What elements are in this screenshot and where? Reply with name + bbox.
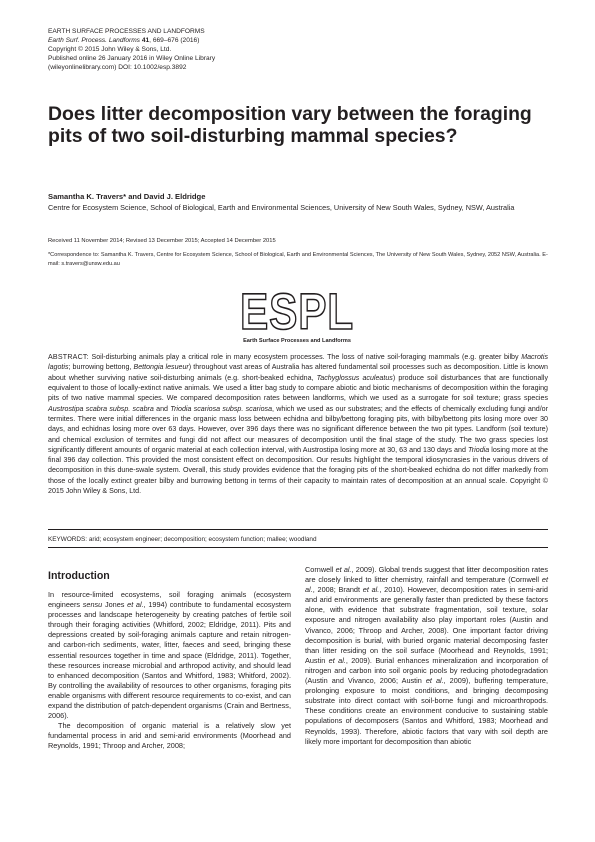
journal-name: EARTH SURFACE PROCESSES AND LANDFORMS [48,28,205,35]
text-run: losing more at the final 396 day collection. This provided the most consistent effect on decomposition. Our results highlight the temporal idiosyncrasies in the various drivers of decomposition in this dune-swale system. Overall, this study provides evidence that the foraging pits of the short-beaked echidna do not differ markedly from those of the locally extinct greater bilby and burrowing bettong in terms of their capacity to maintain rates of decomposition at an annual scale. Copyright © 2015 John Wiley & Sons, Ltd. [48,445,548,496]
italic-run: et al. [335,565,352,574]
journal-citation [48,36,448,45]
correspondence-note: *Correspondence to: Samantha K. Travers, Centre for Ecosystem Science, School of Biological, Earth and Environmental Sciences, The University of New South Wales, Sydney, 2052 NSW, Australia. E-mail: s.travers@unsw.edu.au [48,252,548,267]
journal-citation-abbrev: Earth Surf. Process. Landforms [48,37,140,45]
text-run: The decomposition of organic material is a relatively slow yet fundamental process in arid and semi-arid environments (Moorhead and Reynolds, 1991; Throop and Archer, 2008; [48,721,291,751]
text-run: ; burrowing bettong, [68,363,134,372]
text-run: , 1994) contribute to fundamental ecosystem processes and landscape heterogeneity by creating patches of fertile soil through their foraging activities (Whitford, 2002; Eldridge, 2011). Pits and depressions created by soil-foraging animals capture and retain nitrogen- and carbon-rich sediments, water, litter, faeces and seed, bringing these essential resources together in time and space (Eldridge, 2011). Together, these resources increase microbial and arthropod activity, and should lead to enhanced decomposition (Santos and Whitford, 1983; Whitford, 2002). By controlling the availability of resources to other organisms, foraging pits enable organisms with different resource requirements to co-exist, and can expand the distribution of patch-dependent organisms (Crain and Bertness, 2006). [48,600,292,721]
intro-heading: Introduction [48,570,110,582]
received-dates: Received 11 November 2014; Revised 13 December 2015; Accepted 14 December 2015 [48,238,276,244]
text-run: Soil-disturbing animals play a critical role in many ecosystem processes. The loss of native soil-foraging mammals (e.g. greater bilby [88,353,522,361]
intro-paragraph-2 [48,721,291,751]
text-run: , 2009). Global trends suggest that litter decomposition rates are closely linked to litter chemistry, rainfall and temperature (Cornwell [305,565,548,585]
text-run: Cornwell [305,565,336,574]
italic-run: Triodia [468,445,490,454]
espl-wordmark: ESPL [240,284,354,340]
keywords-label: KEYWORDS: [48,536,88,543]
keywords [48,535,548,544]
article-title: Does litter decomposition vary between the foraging pits of two soil-disturbing mammal species? [48,103,532,148]
journal-pages-year: , 669–676 (2016) [149,37,200,45]
italic-run: et al. [328,655,346,665]
text-run: , 2009), buffering temperature, prolonging exposure to moist conditions, and bringing decomposing substrate into direct contact with soil-borne fungi and microarthropods. These conditions create an environment conducive to sustaining stable populations of decomposers (Santos and Whitford, 1983; Moorhead and Reynolds, 1993). Therefore, abiotic factors that vary with soil depth are likely more important for decomposition than abiotic [305,676,548,746]
abstract-divider-top [48,529,548,530]
italic-run: Austrostipa scabra subsp. scabra [48,404,154,413]
espl-logo-graphic [237,284,357,346]
abstract-body [48,353,548,495]
abstract [48,352,548,496]
intro-paragraph-continued [305,565,548,747]
text-run: , 2008; Brandt [312,585,363,595]
text-run: , which we used as our substrates; and the effects of chemically excluding fungi and/or termites. There were initial differences in the organic mass loss between echidna and bilby/bettong foraging pits, with bilby/bettong pits losing more over 30 days, and echidnas losing more over 63 days. However, over 396 days there was no significant difference between the two pit types. Landform (soil texture) and chemical exclusion of termites and fungi did not affect our measures of decomposition until the final stage of the study. The two grass species lost significantly different amounts of organic material at each collection interval, with Austrostipa losing more at 30, 63 and 130 days and [48,404,548,454]
article-authors: Samantha K. Travers* and David J. Eldridge [48,192,206,201]
text-run: , 2010). However, decomposition rates in semi-arid and arid environments are generally faster than predicted by these factors alone, with evidence that substrate fragmentation, soil texture, solar exposure and nitrogen availability also play important roles (Austin and Vivanco, 2006; Throop and Archer, 2008). One important factor driving decomposition is burial, with buried organic material decomposing faster than litter residing on the soil surface (Moorhead and Reynolds, 1991; Austin [305,585,548,665]
journal-volume: 41 [141,37,150,45]
italic-run: et al. [127,600,144,610]
italic-run: et al. [305,575,548,595]
intro-column-right [305,565,548,747]
author-affiliation: Centre for Ecosystem Science, School of Biological, Earth and Environmental Sciences, University of New South Wales, Sydney, NSW, Australia [48,203,515,212]
journal-copyright: Copyright © 2015 John Wiley & Sons, Ltd. [48,46,172,54]
abstract-label: ABSTRACT: [48,353,89,361]
italic-run: sensu [82,600,103,610]
journal-doi: (wileyonlinelibrary.com) DOI: 10.1002/esp.3892 [48,64,187,72]
espl-subtitle: Earth Surface Processes and Landforms [243,338,351,344]
text-run: ) produce soil disturbances that are functionally equivalent to those of locally-extinct native animals. We used a litter bag study to compare abiotic and biotic mechanisms of decomposition within the foraging pits of two native mammal species. We compared decomposition rates between landforms, which we used as a surrogate for soil texture; grass species [48,373,549,403]
text-run: In resource-limited ecosystems, soil foraging animals (ecosystem engineers [48,590,291,610]
intro-paragraph-1 [48,590,291,721]
italic-run: Macrotis lagotis [48,353,548,372]
abstract-divider-bottom [48,547,548,548]
journal-header [48,27,448,72]
italic-run: Bettongia lesueur [133,363,189,372]
italic-run: Tachyglossus aculeatus [316,373,393,382]
journal-published: Published online 26 January 2016 in Wiley Online Library [48,55,216,63]
espl-logo [237,284,357,346]
italic-run: et al. [425,676,444,686]
italic-run: Triodia scariosa subsp. scariosa [170,404,273,413]
keywords-text: arid; ecosystem engineer; decomposition; ecosystem function; mallee; woodland [87,536,317,543]
text-run: Jones [102,600,128,610]
text-run: , 2009). Burial enhances mineralization and incorporation of nitrogen and carbon into soil organic pools by reducing photodegradation (Austin and Vivanco, 2006; Austin [305,655,548,686]
intro-column-left [48,590,291,752]
text-run: and [153,404,171,413]
text-run: ) throughout vast areas of Australia has altered fundamental soil processes such as decomposition. Little is known about whether surviving native soil-disturbing animals (e.g. short-beaked echidna, [48,363,548,382]
italic-run: et al. [362,585,380,595]
